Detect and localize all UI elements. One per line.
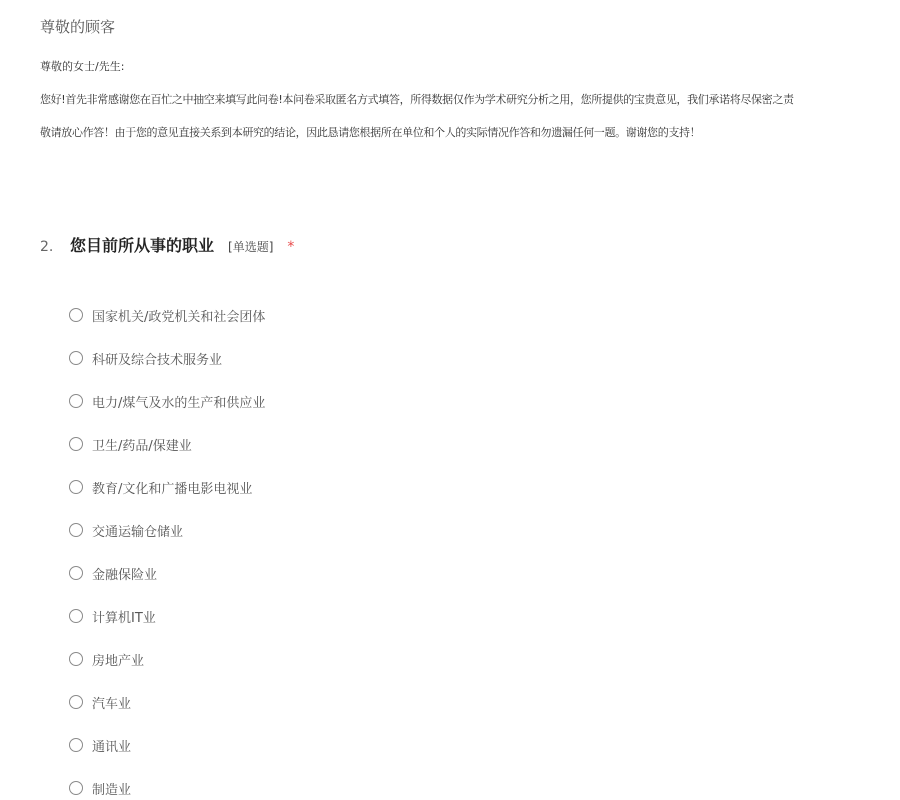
radio-button-icon[interactable] xyxy=(69,781,83,795)
radio-button-icon[interactable] xyxy=(69,394,83,408)
option-item[interactable] xyxy=(69,477,252,497)
option-item[interactable] xyxy=(69,778,131,798)
radio-button-icon[interactable] xyxy=(69,609,83,623)
option-label[interactable]: 国家机关/政党机关和社会团体 xyxy=(92,309,266,325)
page-title: 尊敬的顾客 xyxy=(40,18,116,36)
option-label[interactable]: 汽车业 xyxy=(92,696,132,712)
radio-button-icon[interactable] xyxy=(69,351,83,365)
option-item[interactable] xyxy=(69,692,131,712)
question-type-label: [单选题] xyxy=(228,240,274,254)
required-marker: * xyxy=(287,239,295,255)
intro-paragraph-line-2: 敬请放心作答！由于您的意见直接关系到本研究的结论，因此恳请您根据所在单位和个人的实际情况作答和勿遗漏任何一题。谢谢您的支持！ xyxy=(40,126,701,139)
radio-button-icon[interactable] xyxy=(69,523,83,537)
option-item[interactable] xyxy=(69,649,144,669)
question-header xyxy=(40,233,294,256)
option-item[interactable] xyxy=(69,348,222,368)
radio-button-icon[interactable] xyxy=(69,480,83,494)
radio-button-icon[interactable] xyxy=(69,652,83,666)
question-number: 2. xyxy=(40,239,54,255)
option-label[interactable]: 卫生/药品/保建业 xyxy=(92,438,192,454)
radio-button-icon[interactable] xyxy=(69,738,83,752)
option-item[interactable] xyxy=(69,305,265,325)
option-label[interactable]: 房地产业 xyxy=(92,653,145,669)
option-item[interactable] xyxy=(69,391,265,411)
option-item[interactable] xyxy=(69,606,156,626)
radio-button-icon[interactable] xyxy=(69,308,83,322)
option-label[interactable]: 电力/煤气及水的生产和供应业 xyxy=(92,395,266,411)
radio-button-icon[interactable] xyxy=(69,566,83,580)
option-item[interactable] xyxy=(69,520,183,540)
option-label[interactable]: 通讯业 xyxy=(92,739,132,755)
option-label[interactable]: 教育/文化和广播电影电视业 xyxy=(92,481,253,497)
option-item[interactable] xyxy=(69,735,131,755)
option-item[interactable] xyxy=(69,563,157,583)
option-item[interactable] xyxy=(69,434,192,454)
option-label[interactable]: 科研及综合技术服务业 xyxy=(92,352,223,368)
intro-paragraph-line-1: 您好!首先非常感谢您在百忙之中抽空来填写此问卷!本问卷采取匿名方式填答，所得数据仅作为学术研究分析之用，您所提供的宝贵意见，我们承诺将尽保密之责 xyxy=(40,93,794,106)
question-title: 您目前所从事的职业 xyxy=(70,236,215,255)
salutation-text: 尊敬的女士/先生: xyxy=(40,60,125,73)
option-label[interactable]: 金融保险业 xyxy=(92,567,158,583)
option-label[interactable]: 交通运输仓储业 xyxy=(92,524,184,540)
option-label[interactable]: 制造业 xyxy=(92,782,132,798)
radio-button-icon[interactable] xyxy=(69,437,83,451)
radio-button-icon[interactable] xyxy=(69,695,83,709)
option-label[interactable]: 计算机IT业 xyxy=(92,610,156,626)
